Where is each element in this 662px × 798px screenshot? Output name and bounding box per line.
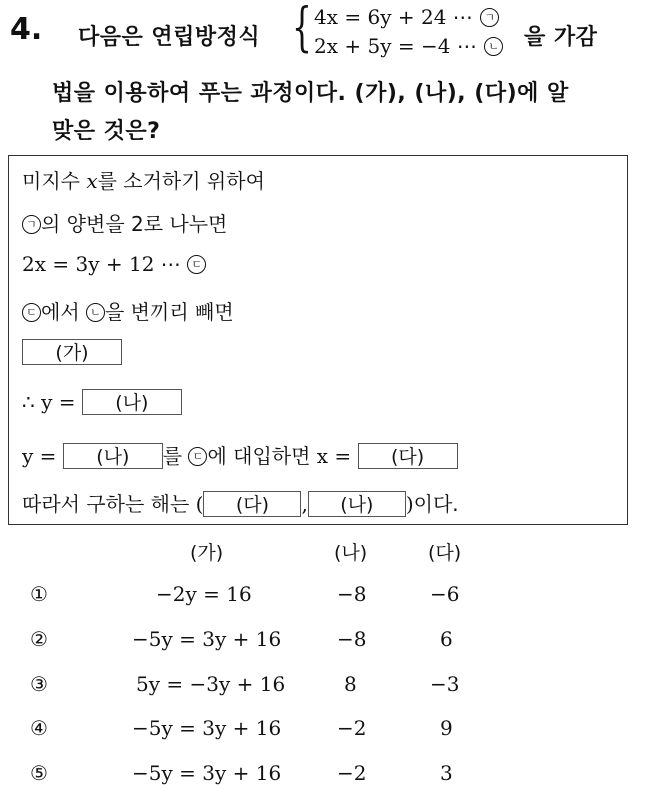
system-equation-1: [314, 5, 499, 29]
close-paren: ): [405, 492, 414, 516]
choice-number-3[interactable]: ③: [30, 672, 48, 696]
choice-number-2[interactable]: ②: [30, 627, 48, 651]
choice-5-da: 3: [440, 761, 453, 785]
variable-x: x: [86, 169, 98, 193]
question-line-1-suffix: 을 가감: [524, 25, 598, 50]
choice-1-ga: −2y = 16: [156, 582, 252, 606]
solution-line-3: [22, 252, 206, 276]
question-line-3: 맞은 것은?: [52, 119, 161, 144]
circled-marker-3: ㄷ: [22, 303, 41, 322]
blank-box-na: (나): [308, 491, 406, 517]
solution-line-4-text-a: 에서: [41, 300, 80, 324]
solution-line-8-text: 따라서 구하는 해는: [22, 492, 190, 516]
solution-line-8-end: 이다.: [413, 492, 459, 516]
solution-line-8: [22, 488, 459, 519]
equation-2-dots: ⋯: [456, 34, 478, 58]
circled-marker-1: ㄱ: [480, 8, 499, 27]
solution-line-5: [22, 340, 122, 367]
equation-3-dots: ⋯: [160, 252, 181, 276]
choice-2-na: −8: [337, 627, 367, 651]
circled-marker-3: ㄷ: [187, 255, 206, 274]
system-equation-2: [314, 34, 503, 58]
header-na: (나): [334, 542, 368, 564]
blank-box-na: (나): [82, 389, 182, 415]
solution-line-7-text-a: 를: [162, 444, 183, 468]
solution-line-4: [22, 296, 234, 325]
y-equals: y =: [22, 444, 57, 468]
blank-box-ga: (가): [22, 339, 122, 365]
choice-4-ga: −5y = 3y + 16: [132, 716, 282, 740]
solution-line-1: [22, 165, 265, 194]
choice-number-5[interactable]: ⑤: [30, 761, 48, 785]
choice-5-ga: −5y = 3y + 16: [132, 761, 282, 785]
circled-marker-2: ㄴ: [484, 37, 503, 56]
choice-1-da: −6: [430, 582, 460, 606]
question-line-2: 법을 이용하여 푸는 과정이다. (가), (나), (다)에 알: [52, 81, 569, 106]
choice-5-na: −2: [337, 761, 367, 785]
system-brace: {: [292, 0, 312, 58]
solution-line-7: [22, 440, 458, 471]
circled-marker-1: ㄱ: [22, 215, 41, 234]
choice-4-na: −2: [337, 716, 367, 740]
comma: ,: [301, 492, 308, 516]
solution-line-7-text-b: 에 대입하면: [207, 444, 311, 468]
choice-3-ga: 5y = −3y + 16: [136, 672, 286, 696]
solution-line-1-text-a: 미지수: [22, 169, 80, 193]
solution-line-2: [22, 208, 227, 237]
question-number: 4.: [10, 12, 43, 47]
blank-box-da: (다): [203, 491, 301, 517]
solution-line-6: [22, 390, 182, 417]
equation-3-text: 2x = 3y + 12: [22, 252, 155, 276]
choice-4-da: 9: [440, 716, 453, 740]
therefore-y-equals: ∴ y =: [22, 390, 76, 414]
choice-2-ga: −5y = 3y + 16: [132, 627, 282, 651]
header-ga: (가): [190, 542, 224, 564]
choice-1-na: −8: [337, 582, 367, 606]
blank-box-na: (나): [63, 443, 163, 469]
open-paren: (: [195, 492, 204, 516]
x-equals: x =: [316, 444, 352, 468]
choice-3-na: 8: [344, 672, 357, 696]
equation-1-text: 4x = 6y + 24: [314, 5, 447, 29]
question-line-1: 다음은 연립방정식: [78, 25, 261, 50]
choice-number-4[interactable]: ④: [30, 716, 48, 740]
choice-number-1[interactable]: ①: [30, 582, 48, 606]
header-da: (다): [428, 542, 462, 564]
solution-line-2-text: 의 양변을 2로 나누면: [41, 212, 228, 236]
choice-2-da: 6: [440, 627, 453, 651]
circled-marker-3: ㄷ: [188, 447, 207, 466]
solution-line-4-text-b: 을 변끼리 빼면: [105, 300, 234, 324]
choice-3-da: −3: [430, 672, 460, 696]
equation-1-dots: ⋯: [452, 5, 474, 29]
blank-box-da: (다): [358, 443, 458, 469]
solution-line-1-text-b: 를 소거하기 위하여: [97, 169, 265, 193]
equation-2-text: 2x + 5y = −4: [314, 34, 451, 58]
circled-marker-2: ㄴ: [86, 303, 105, 322]
